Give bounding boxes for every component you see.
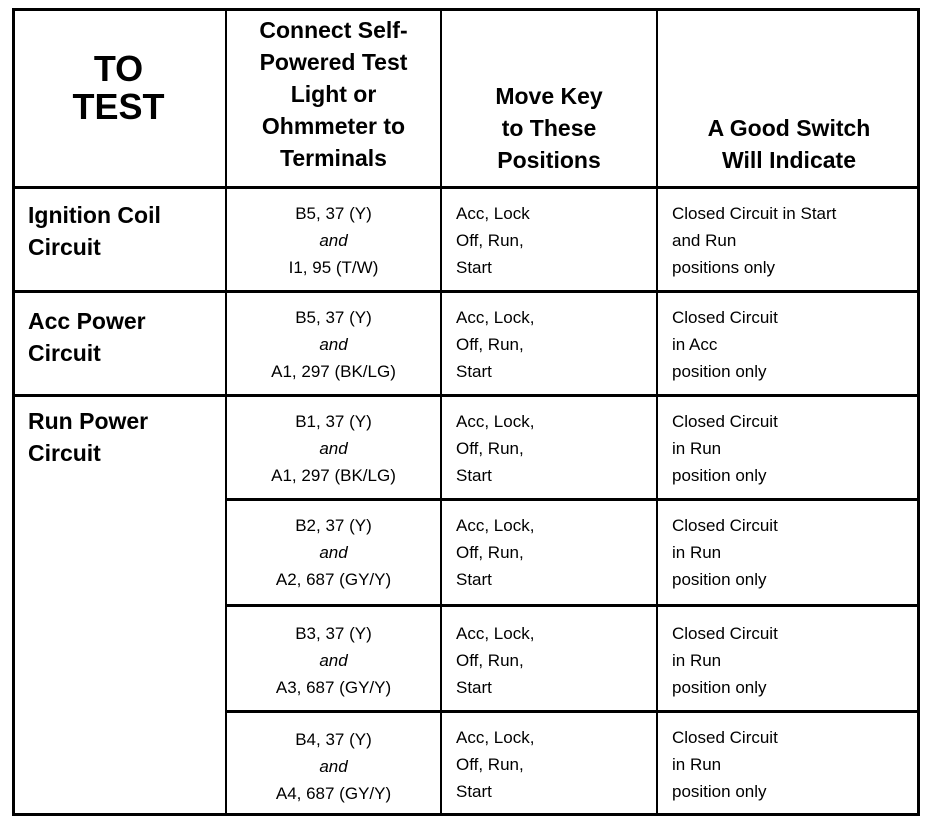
- header-good-switch: [658, 112, 920, 176]
- group-label-run-power: [28, 405, 223, 469]
- row-divider: [225, 604, 920, 607]
- indicate-line: in Run: [672, 439, 722, 458]
- indicate-cell: [672, 408, 918, 489]
- indicate-line: position only: [672, 570, 767, 589]
- positions-line: Acc, Lock,: [456, 624, 535, 643]
- indicate-line: Closed Circuit: [672, 308, 778, 327]
- header-connect-line: Terminals: [280, 145, 387, 171]
- indicate-line: positions only: [672, 258, 776, 277]
- positions-cell: [456, 200, 652, 281]
- group-label-line: Acc Power: [28, 308, 146, 334]
- header-good-switch-line: A Good Switch: [707, 115, 871, 141]
- indicate-line: Closed Circuit in Start: [672, 204, 837, 223]
- header-move-key-line: Move Key: [495, 83, 603, 109]
- header-good-switch-line: Will Indicate: [722, 147, 856, 173]
- terminal-and: and: [319, 651, 348, 670]
- positions-line: Off, Run,: [456, 755, 524, 774]
- row-divider: [12, 290, 920, 293]
- indicate-line: Closed Circuit: [672, 412, 778, 431]
- terminal-and: and: [319, 757, 348, 776]
- header-to-test-line: TO: [93, 48, 144, 89]
- terminal-and: and: [319, 335, 348, 354]
- indicate-line: Closed Circuit: [672, 728, 778, 747]
- terminal-and: and: [319, 439, 348, 458]
- positions-cell: [456, 512, 652, 593]
- terminal-pair: B5, 37 (Y): [295, 308, 372, 327]
- terminal-and: and: [319, 231, 348, 250]
- group-label-ignition-coil: [28, 199, 223, 263]
- terminal-pair: B4, 37 (Y): [295, 730, 372, 749]
- group-label-line: Circuit: [28, 340, 101, 366]
- group-label-acc-power: [28, 305, 223, 369]
- indicate-line: Closed Circuit: [672, 624, 778, 643]
- positions-line: Off, Run,: [456, 231, 524, 250]
- positions-line: Start: [456, 678, 492, 697]
- positions-cell: [456, 304, 652, 385]
- indicate-line: position only: [672, 362, 767, 381]
- positions-line: Start: [456, 782, 492, 801]
- indicate-line: in Run: [672, 755, 722, 774]
- indicate-line: in Acc: [672, 335, 718, 354]
- indicate-line: position only: [672, 782, 767, 801]
- indicate-line: position only: [672, 678, 767, 697]
- group-label-line: Circuit: [28, 234, 101, 260]
- terminals-cell: [227, 620, 440, 701]
- terminals-cell: [227, 304, 440, 385]
- indicate-line: and Run: [672, 231, 737, 250]
- terminal-pair: A1, 297 (BK/LG): [271, 362, 396, 381]
- positions-cell: [456, 724, 652, 805]
- indicate-line: in Run: [672, 651, 722, 670]
- positions-line: Acc, Lock,: [456, 308, 535, 327]
- header-move-key: [442, 80, 656, 176]
- positions-line: Acc, Lock,: [456, 728, 535, 747]
- positions-line: Acc, Lock: [456, 204, 530, 223]
- terminal-pair: A3, 687 (GY/Y): [275, 678, 392, 697]
- terminal-pair: B2, 37 (Y): [295, 516, 372, 535]
- positions-line: Off, Run,: [456, 439, 524, 458]
- row-divider: [225, 710, 920, 713]
- indicate-cell: [672, 200, 918, 281]
- terminal-pair: B1, 37 (Y): [295, 412, 372, 431]
- positions-line: Off, Run,: [456, 335, 524, 354]
- positions-line: Start: [456, 362, 492, 381]
- header-divider: [12, 186, 920, 189]
- header-connect-line: Connect Self-: [259, 17, 408, 43]
- group-label-line: Circuit: [28, 440, 101, 466]
- terminals-cell: [227, 408, 440, 489]
- terminal-pair: A1, 297 (BK/LG): [271, 466, 396, 485]
- header-connect-terminals: [227, 14, 440, 174]
- header-connect-line: Powered Test: [259, 49, 408, 75]
- indicate-cell: [672, 304, 918, 385]
- positions-line: Start: [456, 466, 492, 485]
- indicate-line: in Run: [672, 543, 722, 562]
- indicate-cell: [672, 724, 918, 805]
- header-connect-line: Light or: [290, 81, 377, 107]
- row-divider: [12, 394, 920, 397]
- header-to-test-line: TEST: [72, 86, 165, 127]
- positions-line: Acc, Lock,: [456, 516, 535, 535]
- terminals-cell: [227, 726, 440, 807]
- terminals-cell: [227, 512, 440, 593]
- terminal-pair: A2, 687 (GY/Y): [275, 570, 392, 589]
- indicate-line: position only: [672, 466, 767, 485]
- terminal-pair: B5, 37 (Y): [295, 204, 372, 223]
- positions-line: Off, Run,: [456, 651, 524, 670]
- indicate-line: Closed Circuit: [672, 516, 778, 535]
- terminal-and: and: [319, 543, 348, 562]
- header-move-key-line: Positions: [497, 147, 601, 173]
- positions-cell: [456, 620, 652, 701]
- indicate-cell: [672, 512, 918, 593]
- switch-test-table: [12, 8, 920, 816]
- terminals-cell: [227, 200, 440, 281]
- row-divider: [225, 498, 920, 501]
- positions-line: Start: [456, 570, 492, 589]
- terminal-pair: A4, 687 (GY/Y): [275, 784, 392, 803]
- header-to-test: [12, 50, 225, 126]
- positions-line: Acc, Lock,: [456, 412, 535, 431]
- header-move-key-line: to These: [501, 115, 597, 141]
- positions-line: Off, Run,: [456, 543, 524, 562]
- header-connect-line: Ohmmeter to: [261, 113, 406, 139]
- terminal-pair: I1, 95 (T/W): [288, 258, 379, 277]
- terminal-pair: B3, 37 (Y): [295, 624, 372, 643]
- indicate-cell: [672, 620, 918, 701]
- group-label-line: Ignition Coil: [28, 202, 161, 228]
- positions-cell: [456, 408, 652, 489]
- group-label-line: Run Power: [28, 408, 149, 434]
- positions-line: Start: [456, 258, 492, 277]
